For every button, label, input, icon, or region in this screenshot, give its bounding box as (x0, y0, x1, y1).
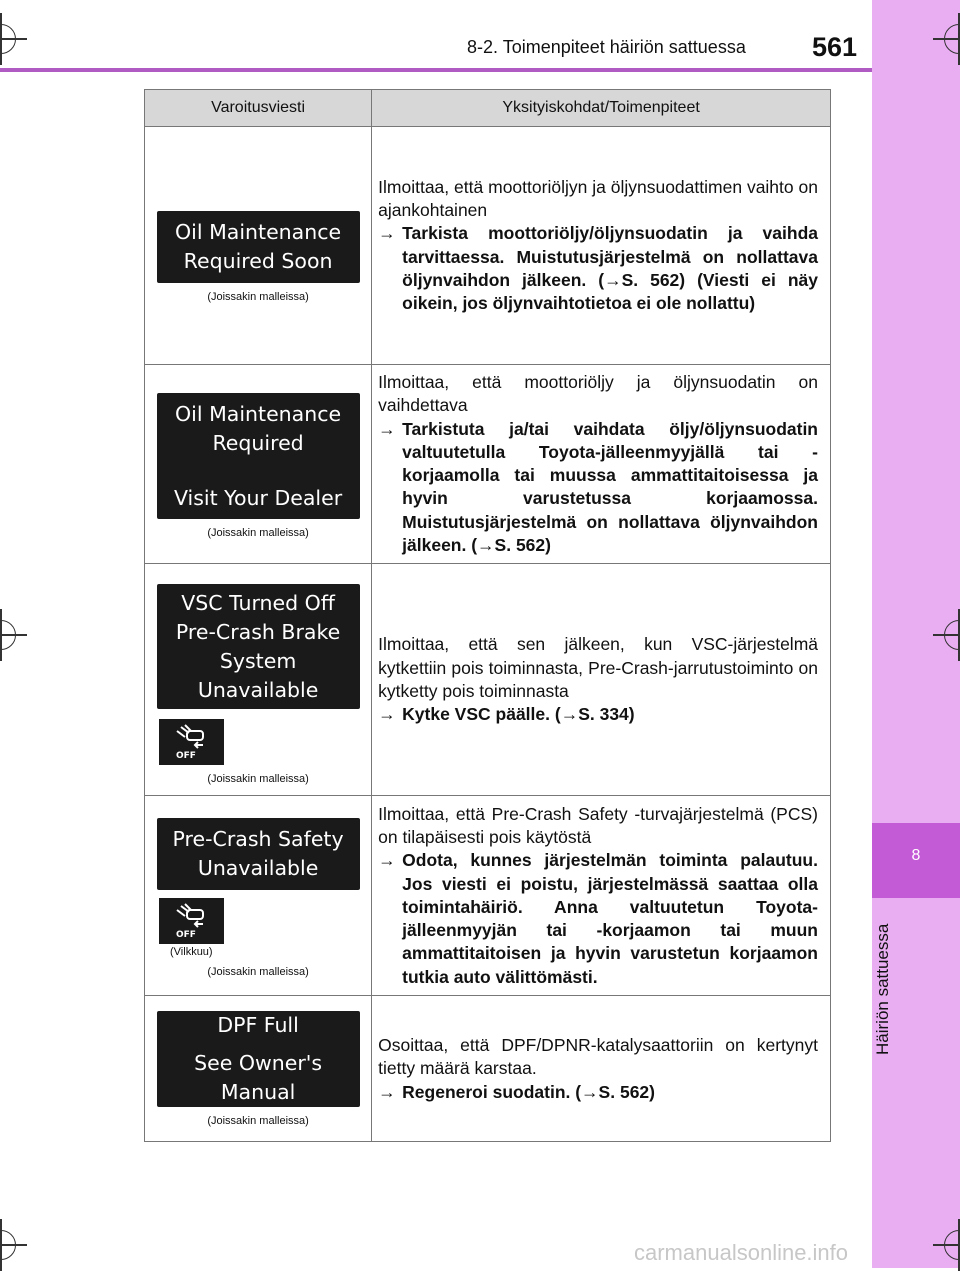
table-row (145, 796, 831, 996)
message-cell (145, 127, 372, 365)
arrow-icon: → (378, 1081, 396, 1102)
details-cell (372, 796, 831, 996)
display-line: Required (212, 430, 304, 455)
action (378, 849, 818, 989)
description: Ilmoittaa, että Pre-Crash Safety -turvajärjestelmä (PCS) on tilapäisesti pois käytöstä (378, 803, 818, 847)
action (378, 418, 818, 558)
message-cell (145, 996, 372, 1142)
display-line: Pre-Crash Brake (175, 619, 341, 644)
description: Ilmoittaa, että moottoriöljy ja öljynsuodatin on vaihdettava (378, 372, 818, 416)
icon-off-label: OFF (176, 751, 196, 762)
display-line: Unavailable (197, 677, 319, 702)
details-cell (372, 996, 831, 1142)
watermark: carmanualsonline.info (634, 1240, 849, 1265)
action-text: Odota, kunnes järjestelmän toiminta palautuu. Jos viesti ei poistu, järjestelmässä saattaa olla toimintahäiriö. Anna valtuutetun Toyota-jälleenmyyjän tai -korjaamon tai muun ammattitaitoisen ja hyvin varustetun korjaamon tutkia auto välittömästi. (402, 850, 818, 987)
display-message (157, 818, 360, 890)
message-cell (145, 564, 372, 796)
display-line (157, 458, 360, 484)
display-line: Required Soon (183, 248, 333, 273)
display-line: System (219, 648, 297, 673)
table-row (145, 996, 831, 1142)
description: Ilmoittaa, että sen jälkeen, kun VSC-järjestelmä kytkettiin pois toiminnasta, Pre-Crash-jarrutustoiminto on kytketty pois toiminnasta (378, 634, 818, 701)
action-text: Tarkista moottoriöljy/öljynsuodatin ja vaihda tarvittaessa. Muistutusjärjestelmä on nollattava öljynvaihdon jälkeen. (→S. 562) (Viesti ei näy oikein, jos öljynvaihtotietoa ei ole nollattu) (402, 223, 818, 314)
table-row (145, 564, 831, 796)
icon-off-label: OFF (176, 930, 196, 941)
arrow-icon: → (378, 223, 396, 244)
arrow-icon: → (378, 704, 396, 725)
table-header-row (145, 90, 831, 127)
message-cell (145, 796, 372, 996)
display-line: Pre-Crash Safety (172, 827, 344, 852)
display-message (157, 584, 360, 709)
model-note: (Joissakin malleissa) (207, 773, 309, 786)
display-line: Unavailable (197, 856, 319, 881)
display-message (157, 393, 360, 519)
warning-message-table (144, 89, 831, 1142)
model-note: (Joissakin malleissa) (207, 966, 309, 979)
column-header: Varoitusviesti (145, 90, 372, 127)
model-note: (Joissakin malleissa) (207, 527, 309, 540)
action (378, 1081, 818, 1104)
arrow-icon: → (378, 850, 396, 871)
description: Ilmoittaa, että moottoriöljyn ja öljynsuodattimen vaihto on ajankohtainen (378, 176, 818, 220)
header-rule (0, 68, 872, 72)
details-cell (372, 365, 831, 564)
pre-crash-off-icon (159, 719, 224, 765)
display-line: VSC Turned Off (181, 590, 335, 615)
model-note: (Joissakin malleissa) (207, 290, 309, 303)
table-row (145, 127, 831, 365)
arrow-icon: → (378, 418, 396, 439)
details-cell (372, 127, 831, 365)
table-row (145, 365, 831, 564)
action-text: Kytke VSC päälle. (→S. 334) (402, 704, 635, 725)
chapter-label (873, 1015, 893, 1055)
registration-mark (0, 24, 16, 54)
registration-mark (0, 1230, 16, 1260)
chapter-number: 8 (911, 847, 921, 864)
column-header: Yksityiskohdat/Toimenpiteet (372, 90, 831, 127)
action (378, 222, 818, 315)
description: Osoittaa, että DPF/DPNR-katalysaattoriin on kertynyt tietty määrä karstaa. (378, 1034, 818, 1079)
pre-crash-off-icon (159, 898, 224, 944)
display-line: Visit Your Dealer (173, 485, 343, 510)
registration-mark (0, 620, 16, 650)
action-text: Regeneroi suodatin. (→S. 562) (402, 1081, 655, 1102)
display-message (157, 1011, 360, 1107)
action (378, 703, 818, 726)
display-line: See Owner's Manual (194, 1050, 323, 1104)
action-text: Tarkistuta ja/tai vaihdata öljy/öljynsuodatin valtuutetulla Toyota-jälleenmyyjällä tai -korjaamolla tai muussa ammattitaitoisessa ja hyvin varustetussa korjaamossa. Muistutusjärjestelmä on nollattava öljynvaihdon jälkeen. (→S. 562) (402, 418, 818, 556)
section-title: 8-2. Toimenpiteet häiriön sattuessa (467, 37, 746, 57)
display-line (157, 1040, 360, 1049)
display-line: DPF Full (217, 1012, 299, 1037)
display-line: Oil Maintenance (175, 401, 342, 426)
model-note: (Joissakin malleissa) (207, 1114, 309, 1127)
message-cell (145, 365, 372, 564)
blink-note: (Vilkkuu) (170, 946, 213, 959)
page-number: 561 (812, 32, 858, 62)
details-cell (372, 564, 831, 796)
display-line: Oil Maintenance (175, 219, 342, 244)
display-message (157, 211, 360, 283)
chapter-number-box (872, 823, 960, 898)
